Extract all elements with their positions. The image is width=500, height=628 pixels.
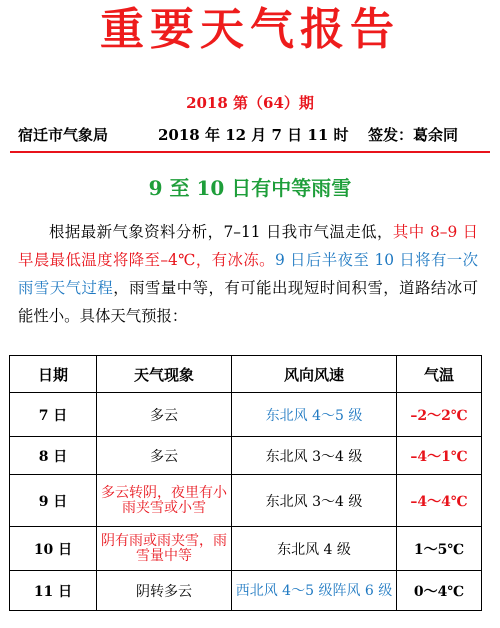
cell-weather: 多云 [97, 437, 232, 475]
masthead-title: 重要天气报告 [100, 4, 400, 55]
summary-part-3-blue: 9 日后半夜至 10 日将有一次雨雪天气过程 [18, 251, 478, 297]
table-row [10, 571, 482, 611]
table-row [10, 527, 482, 571]
cell-wind: 东北风 4 级 [232, 527, 397, 571]
header-weather: 天气现象 [97, 356, 232, 393]
cell-weather: 多云转阴，夜里有小雨夹雪或小雪 [97, 475, 232, 527]
issuer: 宿迁市气象局 [18, 126, 109, 144]
forecast-table [9, 355, 482, 611]
headline: 9 至 10 日有中等雨雪 [148, 176, 352, 200]
signoff: 签发：葛余同 [368, 126, 459, 144]
summary-part-4: ，雨雪量中等，有可能出现短时间积雪，道路结冰可能性小。具体天气预报： [18, 279, 478, 325]
cell-temp: 1～5℃ [397, 527, 482, 571]
cell-wind: 西北风 4～5 级阵风 6 级 [232, 571, 397, 611]
forecast-summary [18, 218, 478, 330]
cell-date: 7 日 [10, 393, 97, 437]
table-row [10, 393, 482, 437]
cell-weather: 多云 [97, 393, 232, 437]
cell-date: 10 日 [10, 527, 97, 571]
header-date: 日期 [10, 356, 97, 393]
issue-datetime: 2018 年 12 月 7 日 11 时 [158, 126, 349, 144]
cell-temp: –4～1℃ [397, 437, 482, 475]
cell-date: 9 日 [10, 475, 97, 527]
cell-weather: 阴有雨或雨夹雪，雨雪量中等 [97, 527, 232, 571]
cell-temp: –4～4℃ [397, 475, 482, 527]
header-divider [10, 151, 490, 153]
table-row [10, 475, 482, 527]
cell-date: 11 日 [10, 571, 97, 611]
header-wind: 风向风速 [232, 356, 397, 393]
cell-wind: 东北风 3～4 级 [232, 437, 397, 475]
cell-weather: 阴转多云 [97, 571, 232, 611]
cell-wind: 东北风 4～5 级 [232, 393, 397, 437]
cell-date: 8 日 [10, 437, 97, 475]
summary-part-1: 根据最新气象资料分析，7–11 日我市气温走低， [49, 223, 393, 241]
header-temp: 气温 [397, 356, 482, 393]
table-header-row [10, 356, 482, 393]
cell-temp: –2～2℃ [397, 393, 482, 437]
issue-number: 2018 第（64）期 [186, 94, 314, 112]
summary-part-2-red: 其中 8–9 日早晨最低温度将降至–4℃，有冰冻。 [18, 223, 478, 269]
cell-wind: 东北风 3～4 级 [232, 475, 397, 527]
table-row [10, 437, 482, 475]
cell-temp: 0～4℃ [397, 571, 482, 611]
